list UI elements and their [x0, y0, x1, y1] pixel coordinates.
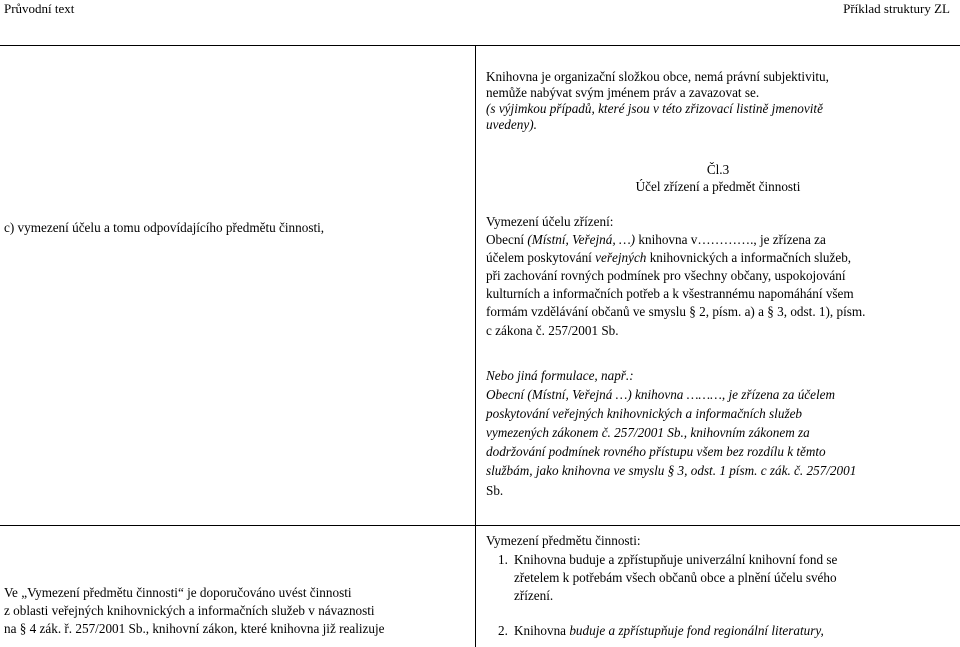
intro-line: (s výjimkou případů, které jsou v této zřizovací listině jmenovitě: [486, 101, 823, 117]
list-line: zřízení.: [514, 588, 554, 604]
text-run: knihovna v…………., je zřízena za: [635, 232, 826, 248]
header-right-title: Příklad struktury ZL: [843, 1, 950, 16]
left-note: [4, 585, 385, 637]
article-title: Účel zřízení a předmět činnosti: [635, 179, 801, 195]
text-run: Obecní: [486, 232, 528, 248]
list-item: [486, 623, 837, 639]
note-line: z oblasti veřejných knihovnických a informačních služeb v návaznosti: [4, 603, 375, 619]
article-heading: [476, 162, 960, 195]
subject-section: [486, 533, 837, 639]
purpose-line: c zákona č. 257/2001 Sb.: [486, 322, 619, 338]
alt-line: Sb.: [486, 482, 504, 498]
list-number: 2.: [498, 623, 508, 639]
alt-line: službám, jako knihovna ve smyslu § 3, odst. 1 písm. c zák. č. 257/2001: [486, 463, 857, 479]
purpose-line: kulturních a informačních potřeb a k všestrannému napomáhání všem: [486, 286, 854, 302]
table-row-border: [0, 525, 960, 526]
text-run: knihovnických a informačních služeb,: [646, 250, 852, 266]
page-header: [0, 0, 960, 22]
alt-line: vymezených zákonem č. 257/2001 Sb., knihovním zákonem za: [486, 425, 810, 441]
text-run-italic: buduje a zpřístupňuje fond regionální literatury,: [569, 623, 824, 639]
intro-line: uvedeny).: [486, 117, 537, 133]
intro-paragraph: [486, 69, 829, 133]
purpose-heading: Vymezení účelu zřízení:: [486, 214, 614, 229]
text-run: Knihovna: [514, 623, 570, 639]
purpose-line: [486, 232, 865, 248]
alternative-formulation: [486, 368, 856, 499]
note-line: Ve „Vymezení předmětu činnosti“ je doporučováno uvést činnosti: [4, 585, 352, 600]
note-line: na § 4 zák. ř. 257/2001 Sb., knihovní zákon, které knihovna již realizuje: [4, 621, 385, 637]
table-top-border: [0, 45, 960, 46]
purpose-line: při zachování rovných podmínek pro všechny občany, uspokojování: [486, 268, 846, 284]
alt-line: Nebo jiná formulace, např.:: [486, 368, 634, 383]
intro-line: nemůže nabývat svým jménem práv a zavazovat se.: [486, 85, 760, 101]
list-number: 1.: [498, 552, 508, 568]
purpose-line: formám vzdělávání občanů ve smyslu § 2, písm. a) a § 3, odst. 1), písm.: [486, 304, 866, 320]
text-run-italic: (Místní, Veřejná, …): [527, 232, 636, 248]
purpose-section: [486, 214, 865, 339]
article-number: Čl.3: [706, 162, 730, 177]
list-line: [514, 623, 837, 639]
intro-line: Knihovna je organizační složkou obce, nemá právní subjektivitu,: [486, 69, 829, 84]
text-run-italic: veřejných: [595, 250, 647, 266]
list-item: [486, 552, 837, 604]
alt-line: Obecní (Místní, Veřejná …) knihovna ………, je zřízena za účelem: [486, 387, 836, 403]
list-line: zřetelem k potřebám všech občanů obce a plnění účelu svého: [514, 570, 837, 586]
alt-line: poskytování veřejných knihovnických a informačních služeb: [486, 406, 803, 422]
left-item-c: c) vymezení účelu a tomu odpovídajícího předmětu činnosti,: [4, 220, 325, 235]
text-run: účelem poskytování: [486, 250, 596, 266]
subject-heading: Vymezení předmětu činnosti:: [486, 533, 641, 548]
purpose-line: [486, 250, 865, 266]
alt-line: dodržování podmínek rovného přístupu všem bez rozdílu k těmto: [486, 444, 826, 460]
table-column-divider: [475, 45, 476, 647]
list-line: Knihovna buduje a zpřístupňuje univerzální knihovní fond se: [514, 552, 838, 568]
header-left-title: Průvodní text: [4, 1, 75, 16]
